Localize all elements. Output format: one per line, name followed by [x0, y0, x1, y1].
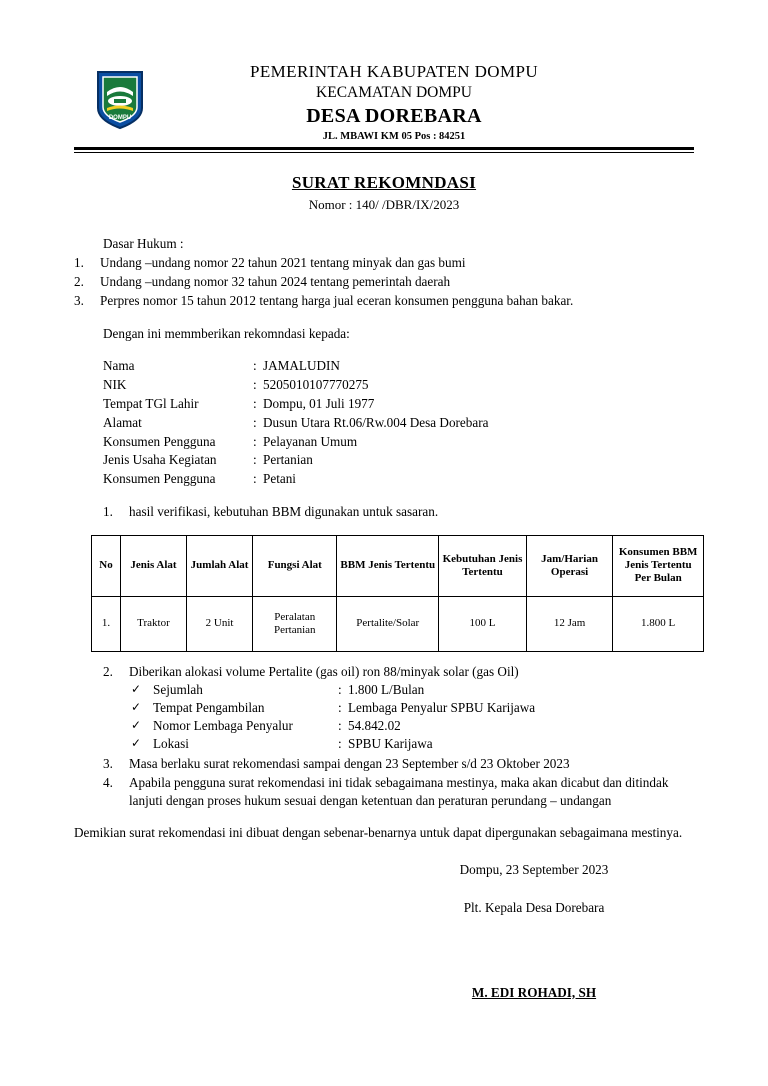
signature-name: M. EDI ROHADI, SH	[471, 984, 597, 1000]
identity-label: NIK	[103, 376, 127, 392]
identity-label: Konsumen Pengguna	[103, 433, 216, 449]
table-header-bbm-jenis: BBM Jenis Tertentu	[337, 535, 439, 596]
cell-jam-harian: 12 Jam	[526, 596, 613, 651]
identity-row	[103, 451, 488, 470]
identity-row	[103, 376, 488, 395]
document-number: Nomor : 140/ /DBR/IX/2023	[308, 196, 460, 212]
cell-jenis-alat: Traktor	[121, 596, 187, 651]
list-text: Undang –undang nomor 22 tahun 2021 tentang minyak dan gas bumi	[100, 254, 466, 270]
identity-label: Alamat	[103, 414, 142, 430]
list-number: 1.	[103, 504, 113, 520]
letterhead-text	[74, 62, 694, 145]
table-header-kebutuhan: Kebutuhan Jenis Tertentu	[439, 535, 527, 596]
fuel-allocation-table	[91, 535, 704, 652]
table-header-no: No	[92, 535, 121, 596]
detail-label: Tempat Pengambilan	[153, 700, 265, 716]
table-header-fungsi-alat: Fungsi Alat	[253, 535, 337, 596]
checkmark-icon: ✓	[131, 700, 142, 715]
cell-fungsi-alat: Peralatan Pertanian	[253, 596, 337, 651]
identity-colon: :	[253, 433, 257, 449]
identity-colon: :	[253, 414, 257, 430]
detail-value: SPBU Karijawa	[348, 736, 433, 752]
org-line-village: DESA DOREBARA	[306, 104, 482, 127]
recommendation-intro: Dengan ini memmberikan rekomndasi kepada:	[103, 325, 350, 341]
title-block	[0, 173, 768, 213]
identity-value: Petani	[263, 471, 296, 487]
detail-colon: :	[338, 736, 342, 752]
legal-basis-item	[74, 292, 694, 310]
document-body	[74, 235, 698, 1002]
list-number: 2.	[103, 663, 113, 679]
term-item	[103, 755, 694, 773]
list-number: 3.	[103, 755, 113, 771]
table-header-jenis-alat: Jenis Alat	[121, 535, 187, 596]
checkmark-icon: ✓	[131, 718, 142, 733]
identity-label: Jenis Usaha Kegiatan	[103, 452, 217, 468]
identity-value: Pelayanan Umum	[263, 433, 358, 449]
allocation-item	[103, 663, 694, 754]
checkmark-icon: ✓	[131, 736, 142, 751]
identity-row	[103, 433, 488, 452]
signature-role: Plt. Kepala Desa Dorebara	[463, 900, 605, 916]
identity-colon: :	[253, 376, 257, 392]
logo-caption: DOMPU	[108, 115, 132, 121]
allocation-list	[103, 663, 694, 811]
identity-colon: :	[253, 357, 257, 373]
table-row	[92, 596, 704, 651]
detail-label: Sejumlah	[153, 681, 203, 697]
detail-label: Nomor Lembaga Penyalur	[153, 718, 293, 734]
identity-label: Konsumen Pengguna	[103, 471, 216, 487]
letterhead	[74, 62, 694, 145]
list-number: 1.	[74, 254, 84, 270]
org-line-address: JL. MBAWI KM 05 Pos : 84251	[322, 130, 466, 142]
checkmark-icon: ✓	[131, 681, 142, 696]
identity-value: 5205010107770275	[263, 376, 369, 392]
identity-value: Pertanian	[263, 452, 313, 468]
detail-value: 1.800 L/Bulan	[348, 681, 425, 697]
identity-value: Dusun Utara Rt.06/Rw.004 Desa Dorebara	[263, 414, 489, 430]
list-text: Apabila pengguna surat rekomendasi ini tidak sebagaimana mestinya, maka akan dicabut dan ditindak lanjuti dengan proses hukum sesuai dengan ketentuan dan peraturan perundang – undangan	[129, 774, 669, 809]
cell-konsumen-bulan: 1.800 L	[613, 596, 704, 651]
org-line-province: PEMERINTAH KABUPATEN DOMPU	[250, 62, 538, 81]
identity-value: Dompu, 01 Juli 1977	[263, 395, 375, 411]
table-header-jam-harian: Jam/Harian Operasi	[526, 535, 613, 596]
detail-colon: :	[338, 681, 342, 697]
identity-table	[103, 357, 488, 490]
term-item	[103, 774, 694, 810]
closing-paragraph: Demikian surat rekomendasi ini dibuat dengan sebenar-benarnya untuk dapat dipergunakan sebagaimana mestinya.	[74, 825, 683, 841]
verification-item	[103, 503, 694, 521]
list-text: Undang –undang nomor 32 tahun 2024 tentang pemerintah daerah	[100, 274, 451, 290]
identity-colon: :	[253, 452, 257, 468]
table-header-row	[92, 535, 704, 596]
detail-colon: :	[338, 700, 342, 716]
list-text: hasil verifikasi, kebutuhan BBM digunakan untuk sasaran.	[129, 504, 439, 520]
identity-colon: :	[253, 471, 257, 487]
list-number: 2.	[74, 274, 84, 290]
list-text: Diberikan alokasi volume Pertalite (gas oil) ron 88/minyak solar (gas Oil)	[129, 663, 519, 679]
list-text: Masa berlaku surat rekomendasi sampai dengan 23 September s/d 23 Oktober 2023	[129, 755, 570, 771]
signature-place-date: Dompu, 23 September 2023	[459, 862, 609, 878]
identity-colon: :	[253, 395, 257, 411]
signature-block	[384, 861, 684, 1002]
cell-bbm-jenis: Pertalite/Solar	[337, 596, 439, 651]
allocation-detail-item	[129, 699, 694, 717]
page-title: SURAT REKOMNDASI	[291, 172, 477, 192]
allocation-detail-item	[129, 717, 694, 735]
detail-value: 54.842.02	[348, 718, 401, 734]
identity-row	[103, 414, 488, 433]
cell-jumlah-alat: 2 Unit	[186, 596, 252, 651]
document-page	[0, 62, 768, 1086]
identity-label: Tempat TGl Lahir	[103, 395, 199, 411]
cell-kebutuhan: 100 L	[439, 596, 527, 651]
cell-no: 1.	[92, 596, 121, 651]
allocation-section	[103, 663, 694, 811]
org-line-district: KECAMATAN DOMPU	[316, 83, 472, 101]
header-divider-thick	[74, 147, 694, 150]
identity-row	[103, 470, 488, 489]
identity-value: JAMALUDIN	[263, 357, 340, 373]
legal-basis-item	[74, 273, 694, 291]
table-header-konsumen-bulan: Konsumen BBM Jenis Tertentu Per Bulan	[613, 535, 704, 596]
identity-row	[103, 395, 488, 414]
header-divider-thin	[74, 152, 694, 153]
list-text: Perpres nomor 15 tahun 2012 tentang harga jual eceran konsumen pengguna bahan bakar.	[100, 293, 574, 309]
detail-value: Lembaga Penyalur SPBU Karijawa	[348, 700, 536, 716]
allocation-detail-list	[129, 681, 694, 754]
allocation-detail-item	[129, 681, 694, 699]
legal-basis-list	[74, 254, 694, 311]
allocation-detail-item	[129, 735, 694, 753]
identity-label: Nama	[103, 357, 135, 373]
list-number: 3.	[74, 293, 84, 309]
table-header-jumlah-alat: Jumlah Alat	[186, 535, 252, 596]
legal-basis-item	[74, 254, 694, 272]
identity-row	[103, 357, 488, 376]
government-emblem-logo	[94, 70, 146, 130]
detail-colon: :	[338, 718, 342, 734]
list-number: 4.	[103, 774, 113, 790]
legal-basis-heading: Dasar Hukum :	[103, 235, 184, 251]
detail-label: Lokasi	[153, 736, 189, 752]
